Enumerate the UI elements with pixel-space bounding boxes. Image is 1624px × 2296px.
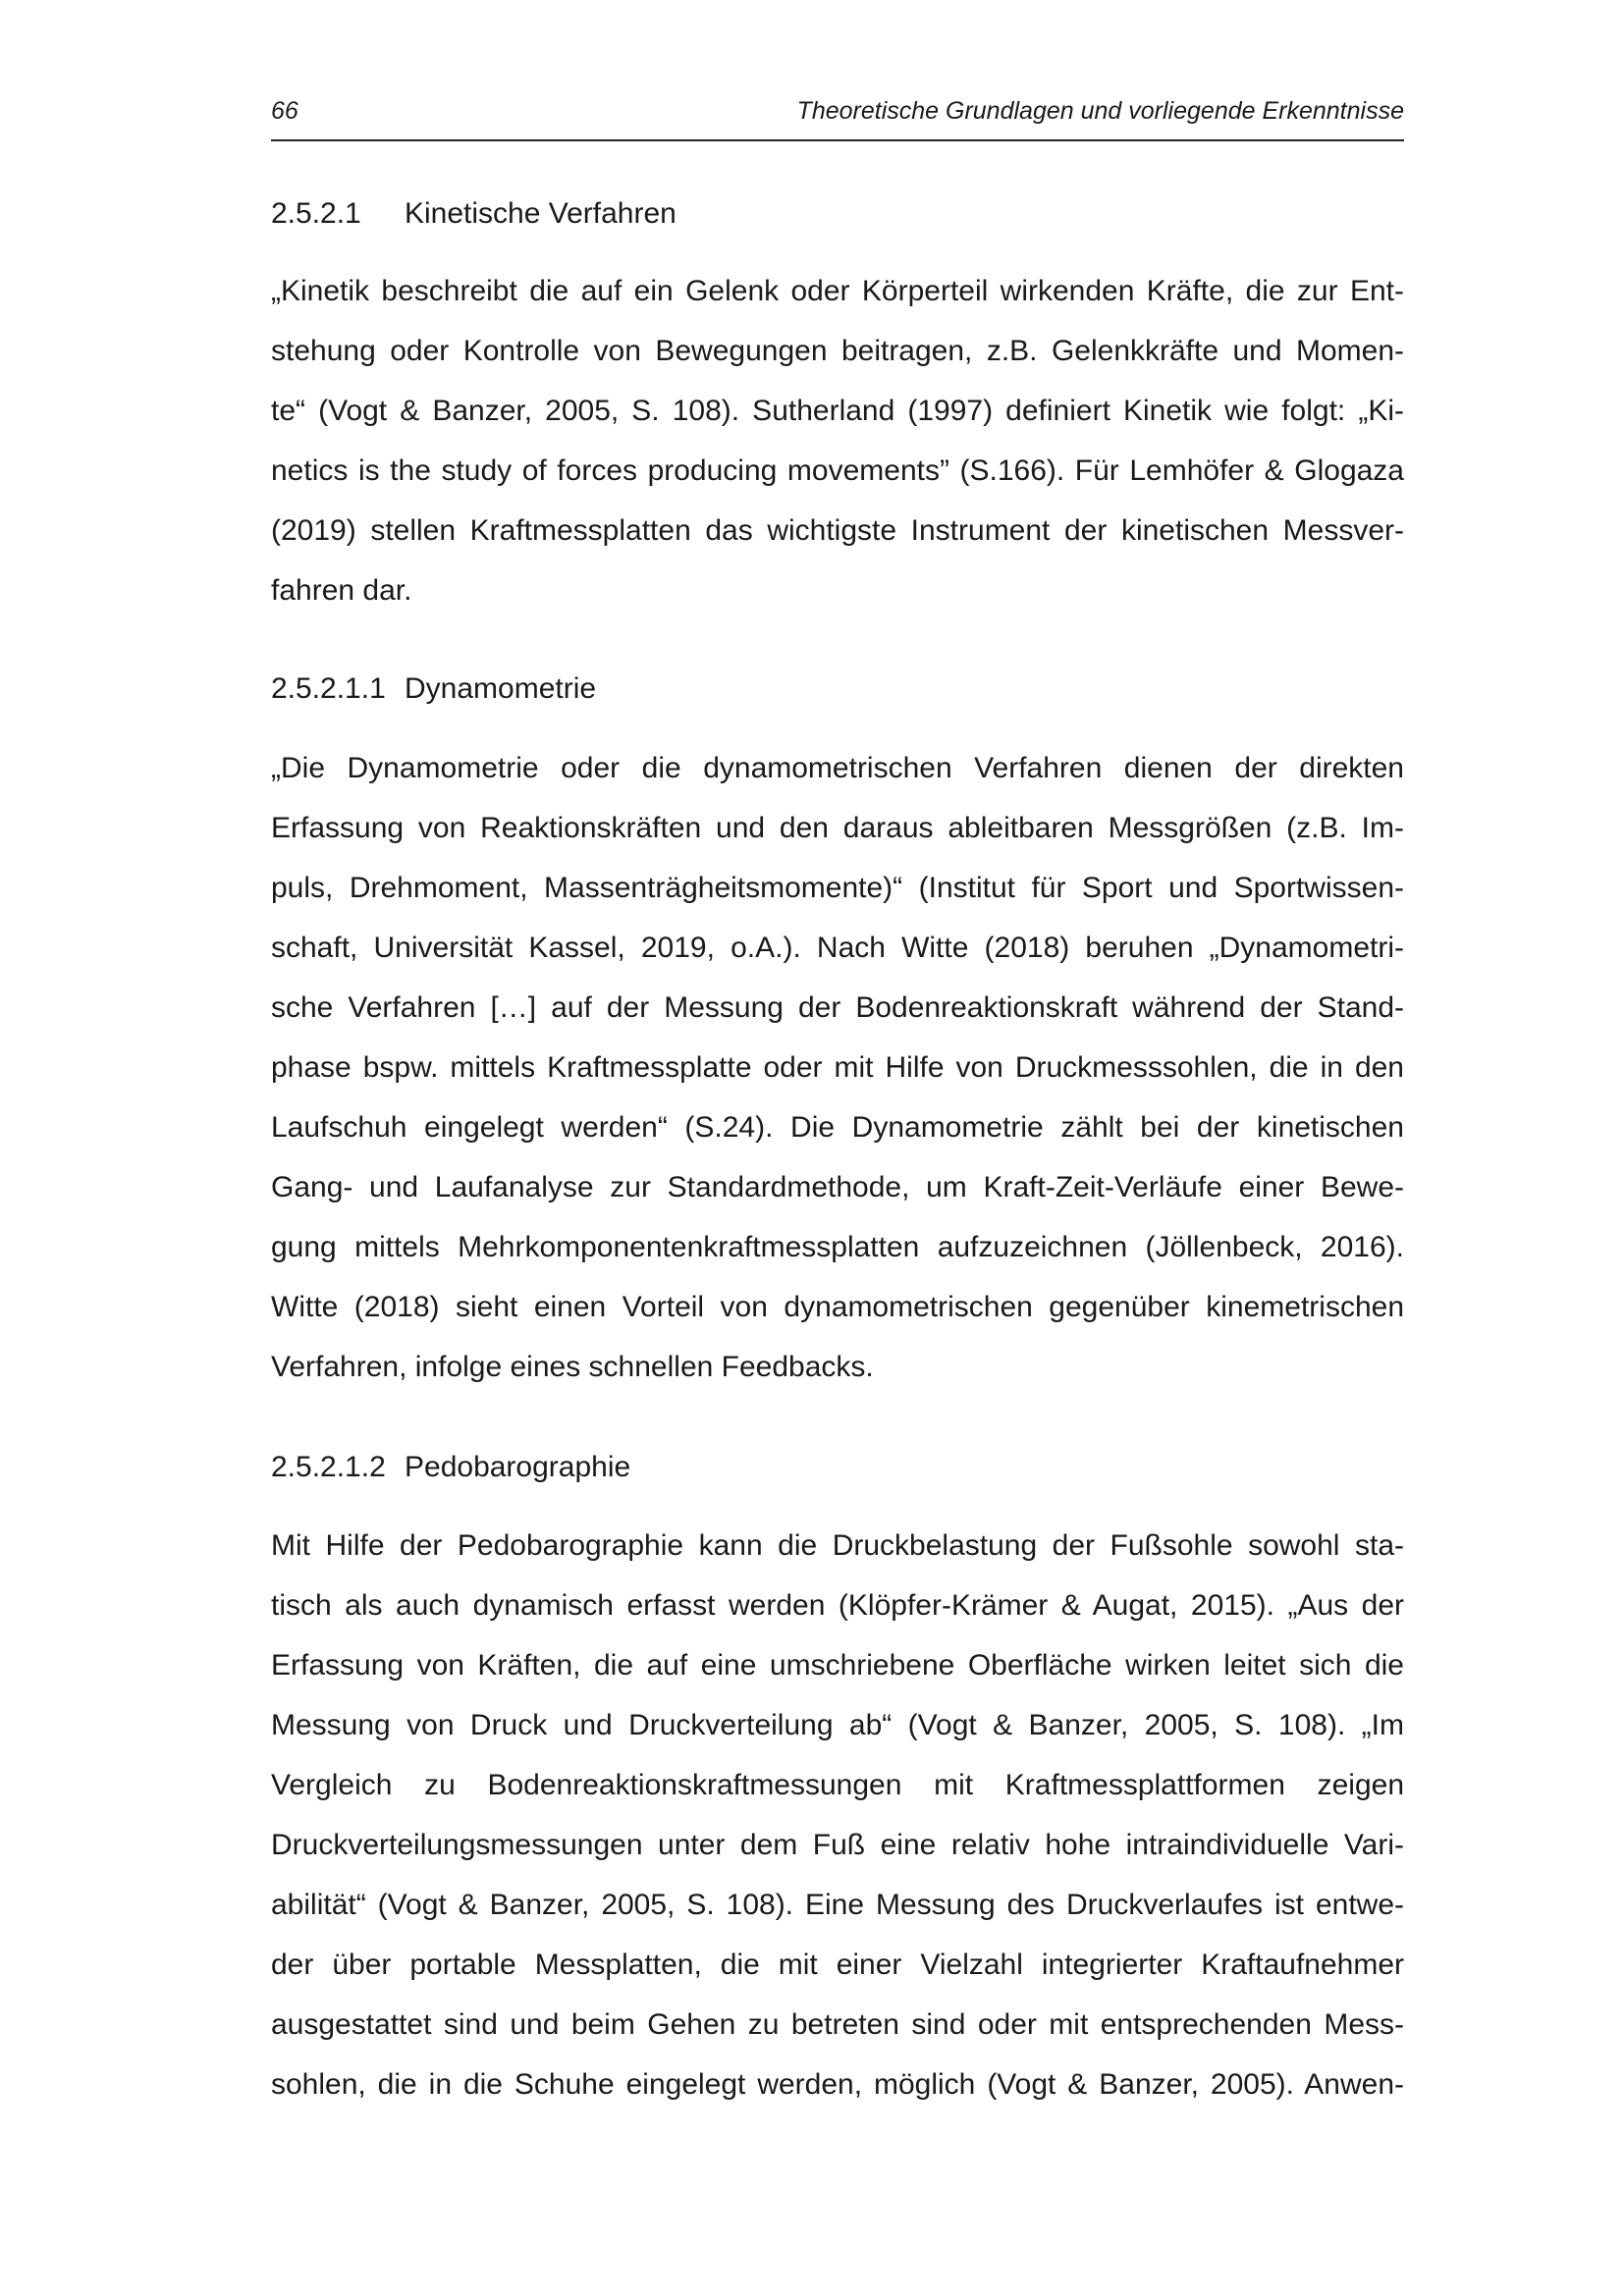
- page-header: [271, 96, 1404, 141]
- text-line: „Kinetik beschreibt die auf ein Gelenk oder Körperteil wirkenden Kräfte, die zur Ent-: [271, 275, 1404, 307]
- text-line: sche Verfahren […] auf der Messung der Bodenreaktionskraft während der Stand-: [271, 991, 1404, 1024]
- text-line: der über portable Messplatten, die mit einer Vielzahl integrierter Kraftaufnehmer: [271, 1949, 1404, 1981]
- text-line: Verfahren, infolge eines schnellen Feedbacks.: [271, 1351, 874, 1383]
- section-heading-kinetische-verfahren: [271, 194, 677, 234]
- section-number: 2.5.2.1: [271, 197, 361, 230]
- text-line: netics is the study of forces producing movements” (S.166). Für Lemhöfer & Glogaza: [271, 454, 1404, 487]
- text-line: Erfassung von Reaktionskräften und den daraus ableitbaren Messgrößen (z.B. Im-: [271, 812, 1404, 844]
- section-number: 2.5.2.1.1: [271, 672, 386, 705]
- text-line: Vergleich zu Bodenreaktionskraftmessungen mit Kraftmessplattformen zeigen: [271, 1769, 1404, 1801]
- text-line: phase bspw. mittels Kraftmessplatte oder mit Hilfe von Druckmesssohlen, die in den: [271, 1051, 1404, 1084]
- section-number: 2.5.2.1.2: [271, 1451, 386, 1483]
- text-line: Druckverteilungsmessungen unter dem Fuß eine relativ hohe intraindividuelle Vari-: [271, 1829, 1404, 1861]
- running-title: Theoretische Grundlagen und vorliegende Erkenntnisse: [796, 97, 1404, 125]
- text-line: schaft, Universität Kassel, 2019, o.A.). Nach Witte (2018) beruhen „Dynamometri-: [271, 932, 1404, 964]
- text-line: te“ (Vogt & Banzer, 2005, S. 108). Sutherland (1997) definiert Kinetik wie folgt: „Ki-: [271, 395, 1404, 427]
- text-line: Laufschuh eingelegt werden“ (S.24). Die Dynamometrie zählt bei der kinetischen: [271, 1111, 1404, 1144]
- section-heading-dynamometrie: [271, 669, 596, 709]
- text-line: Erfassung von Kräften, die auf eine umschriebene Oberfläche wirken leitet sich die: [271, 1649, 1404, 1682]
- section-title: Kinetische Verfahren: [405, 197, 677, 230]
- text-line: (2019) stellen Kraftmessplatten das wichtigste Instrument der kinetischen Messver-: [271, 514, 1404, 547]
- text-line: abilität“ (Vogt & Banzer, 2005, S. 108). Eine Messung des Druckverlaufes ist entwe-: [271, 1889, 1404, 1921]
- text-line: Witte (2018) sieht einen Vorteil von dynamometrischen gegenüber kinemetrischen: [271, 1291, 1404, 1323]
- text-line: sohlen, die in die Schuhe eingelegt werden, möglich (Vogt & Banzer, 2005). Anwen-: [271, 2068, 1404, 2101]
- section-heading-pedobarographie: [271, 1448, 630, 1487]
- text-line: puls, Drehmoment, Massenträgheitsmomente)“ (Institut für Sport und Sportwissen-: [271, 872, 1404, 904]
- text-line: „Die Dynamometrie oder die dynamometrischen Verfahren dienen der direkten: [271, 752, 1404, 784]
- section-title: Dynamometrie: [405, 672, 597, 705]
- section-title: Pedobarographie: [405, 1451, 631, 1483]
- text-line: tisch als auch dynamisch erfasst werden (Klöpfer-Krämer & Augat, 2015). „Aus der: [271, 1589, 1404, 1622]
- text-line: stehung oder Kontrolle von Bewegungen beitragen, z.B. Gelenkkräfte und Momen-: [271, 335, 1404, 367]
- page-number: 66: [271, 97, 298, 125]
- text-line: Mit Hilfe der Pedobarographie kann die Druckbelastung der Fußsohle sowohl sta-: [271, 1529, 1404, 1562]
- text-line: ausgestattet sind und beim Gehen zu betreten sind oder mit entsprechenden Mess-: [271, 2008, 1404, 2041]
- text-line: Gang- und Laufanalyse zur Standardmethode, um Kraft-Zeit-Verläufe einer Bewe-: [271, 1171, 1404, 1203]
- text-line: gung mittels Mehrkomponentenkraftmessplatten aufzuzeichnen (Jöllenbeck, 2016).: [271, 1231, 1404, 1263]
- paragraph-kinetik: [271, 261, 1404, 620]
- paragraph-pedobarographie: [271, 1516, 1404, 2114]
- text-line: fahren dar.: [271, 574, 412, 607]
- paragraph-dynamometrie: [271, 738, 1404, 1397]
- text-line: Messung von Druck und Druckverteilung ab“ (Vogt & Banzer, 2005, S. 108). „Im: [271, 1709, 1404, 1741]
